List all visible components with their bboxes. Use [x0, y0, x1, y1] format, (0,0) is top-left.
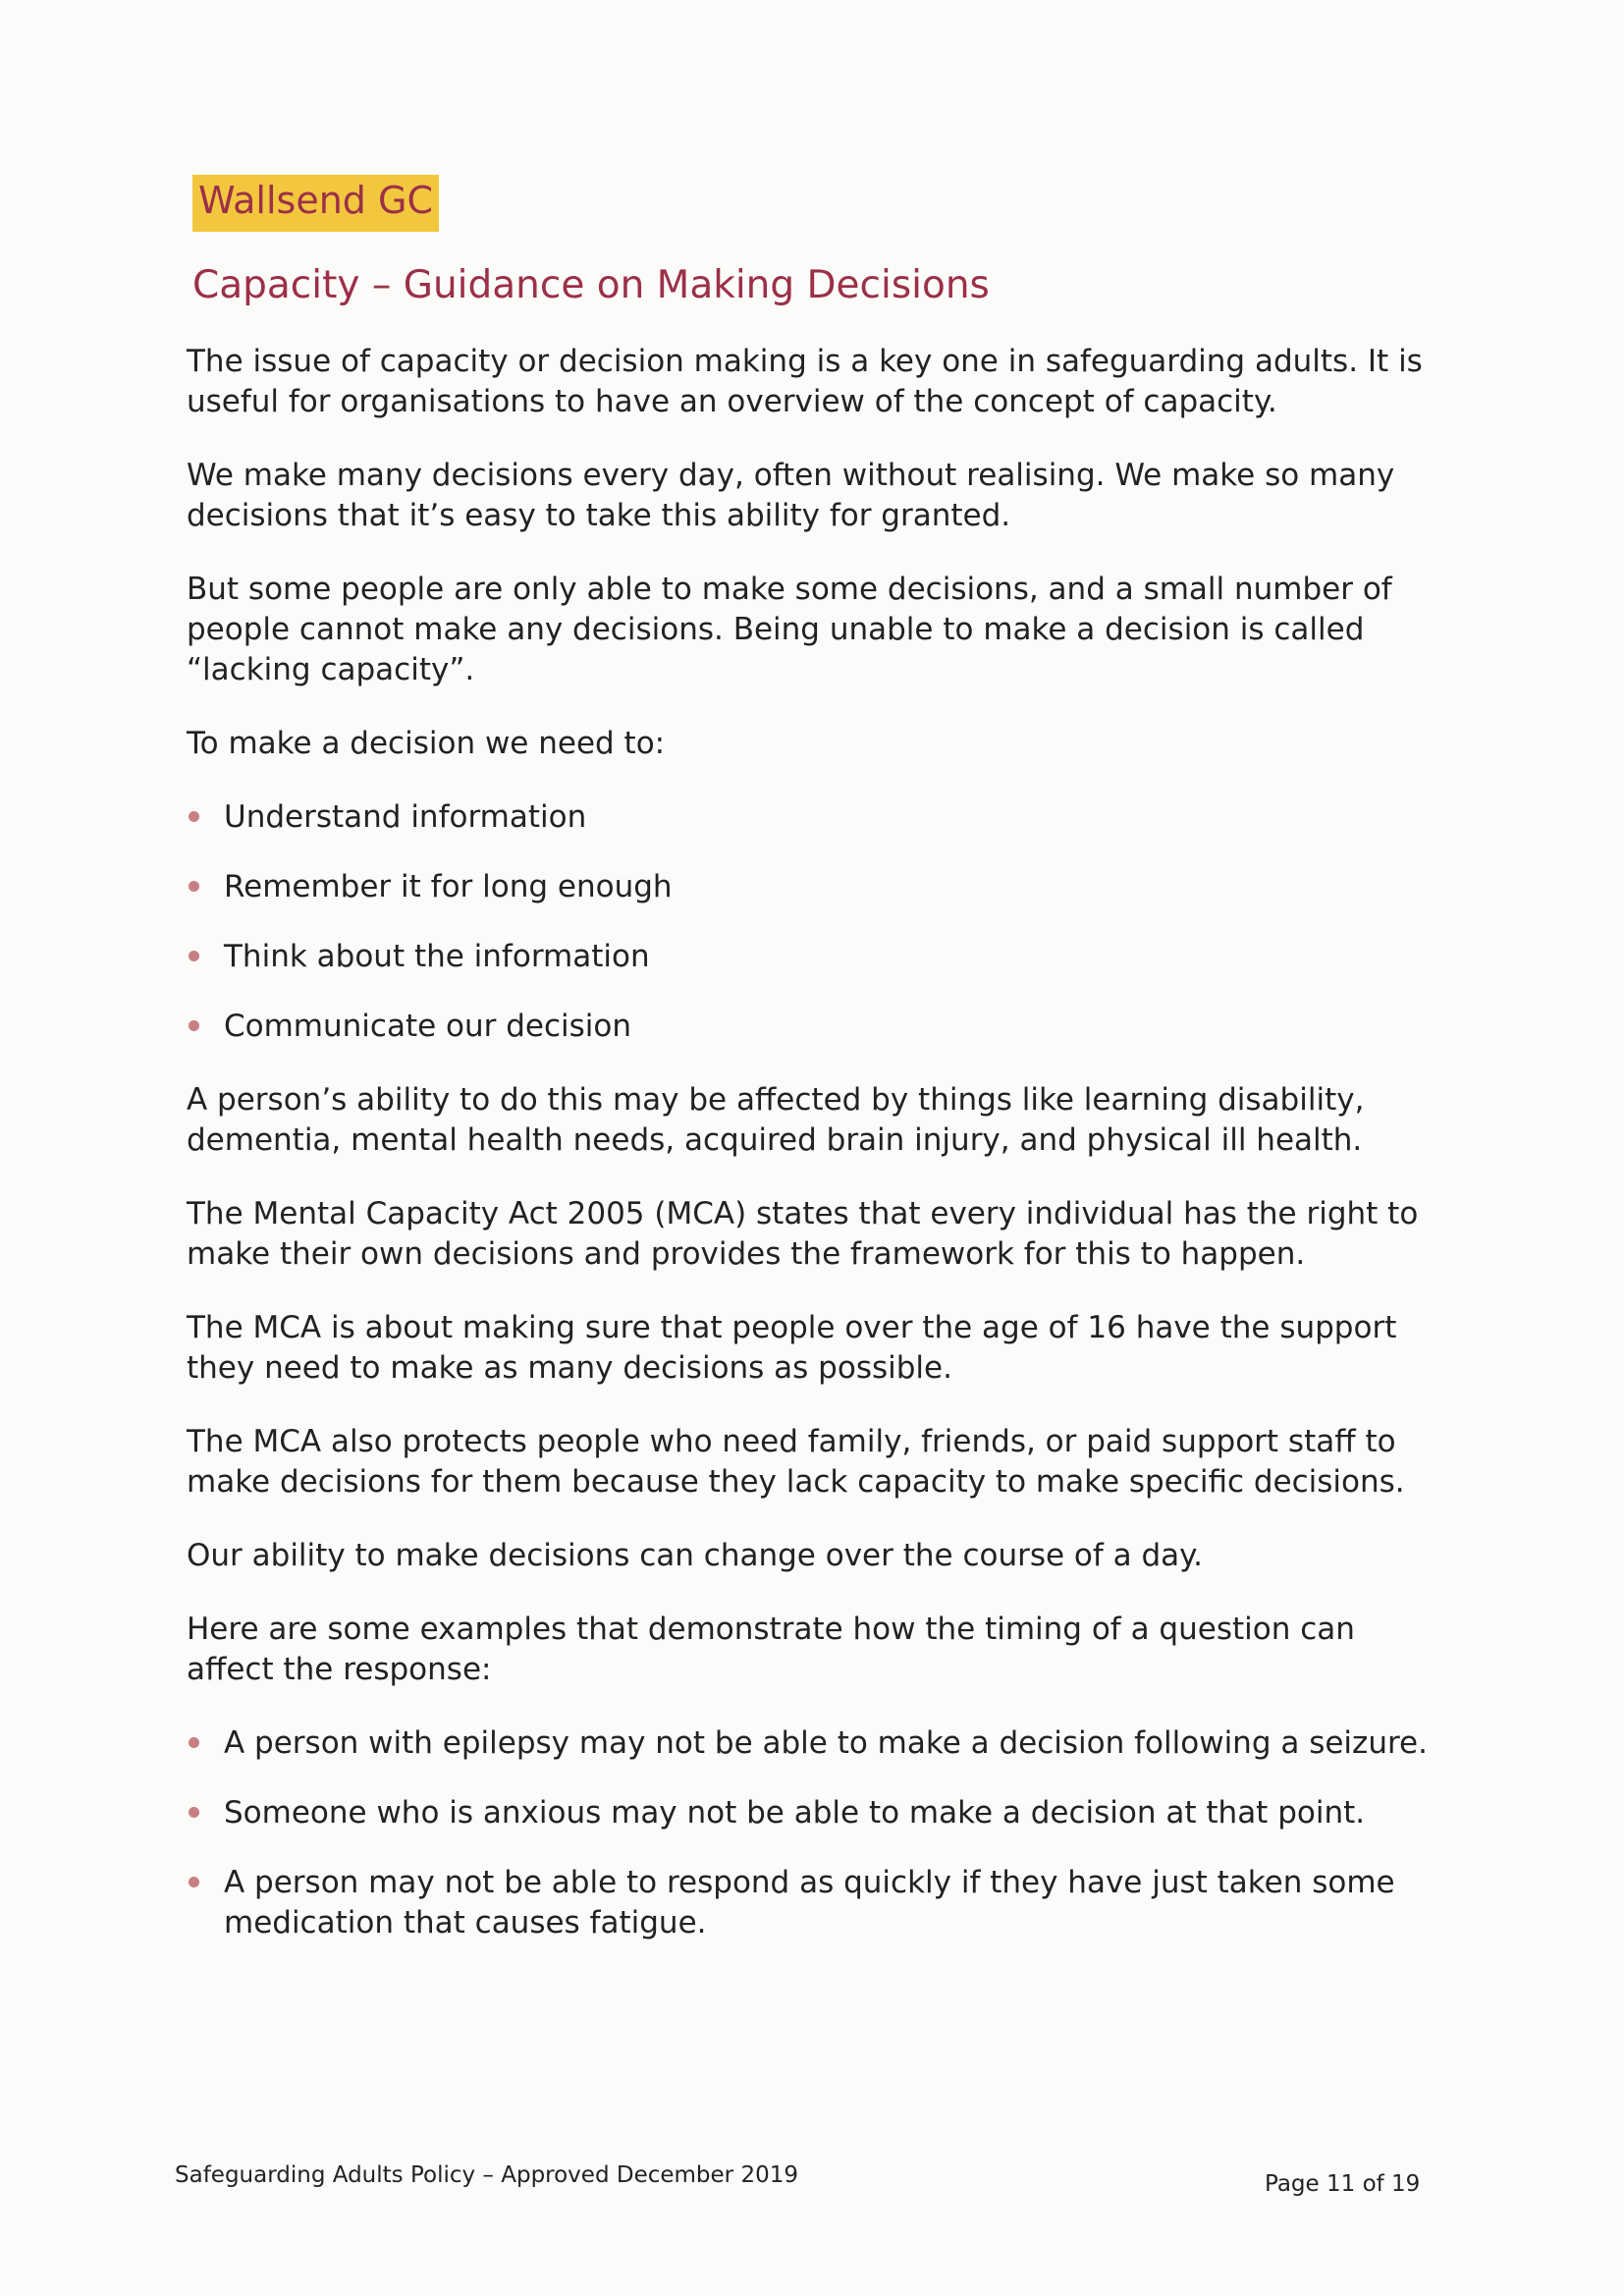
paragraph: A person’s ability to do this may be affected by things like learning disability, dementia, mental health needs, acquired brain injury, and physical ill health.	[187, 1082, 1365, 1158]
list-item	[187, 1723, 1443, 1764]
list-item-text: A person may not be able to respond as quickly if they have just taken some medication that causes fatigue.	[224, 1865, 1395, 1941]
bullet-icon	[189, 1020, 199, 1031]
decision-steps-list	[187, 797, 1443, 1047]
paragraph: Our ability to make decisions can change over the course of a day.	[187, 1538, 1203, 1573]
list-item	[187, 1007, 1443, 1047]
list-item	[187, 1793, 1443, 1833]
footer-policy: Safeguarding Adults Policy – Approved December 2019	[175, 2162, 798, 2188]
list-item-text: Someone who is anxious may not be able to make a decision at that point.	[224, 1795, 1366, 1831]
bullet-icon	[189, 1737, 199, 1748]
paragraph: The issue of capacity or decision making is a key one in safeguarding adults. It is useful for organisations to have an overview of the concept of capacity.	[187, 344, 1423, 419]
paragraph: We make many decisions every day, often without realising. We make so many decisions that it’s easy to take this ability for granted.	[187, 458, 1395, 533]
bullet-icon	[189, 951, 199, 961]
examples-list	[187, 1723, 1443, 1943]
paragraph: But some people are only able to make some decisions, and a small number of people cannot make any decisions. Being unable to make a decision is called “lacking capacity”.	[187, 572, 1392, 687]
body-text	[187, 342, 1443, 1977]
organisation-name: Wallsend GC	[192, 175, 439, 232]
bullet-icon	[189, 1807, 199, 1818]
page-number: Page 11 of 19	[1265, 2171, 1421, 2197]
section-title: Capacity – Guidance on Making Decisions	[192, 263, 990, 307]
paragraph: To make a decision we need to:	[187, 726, 666, 761]
list-item-text: Think about the information	[224, 939, 650, 974]
bullet-icon	[189, 1877, 199, 1887]
bullet-icon	[189, 881, 199, 892]
bullet-icon	[189, 811, 199, 822]
list-item	[187, 1863, 1443, 1943]
list-item	[187, 797, 1443, 838]
list-item	[187, 937, 1443, 977]
paragraph: The MCA also protects people who need family, friends, or paid support staff to make decisions for them because they lack capacity to make specific decisions.	[187, 1424, 1405, 1500]
paragraph: Here are some examples that demonstrate how the timing of a question can affect the response:	[187, 1612, 1355, 1687]
list-item-text: Remember it for long enough	[224, 869, 673, 904]
list-item	[187, 867, 1443, 907]
list-item-text: A person with epilepsy may not be able to make a decision following a seizure.	[224, 1725, 1428, 1761]
list-item-text: Communicate our decision	[224, 1009, 632, 1044]
paragraph: The MCA is about making sure that people over the age of 16 have the support they need to make as many decisions as possible.	[187, 1310, 1397, 1386]
list-item-text: Understand information	[224, 799, 587, 835]
paragraph: The Mental Capacity Act 2005 (MCA) states that every individual has the right to make their own decisions and provides the framework for this to happen.	[187, 1196, 1419, 1272]
